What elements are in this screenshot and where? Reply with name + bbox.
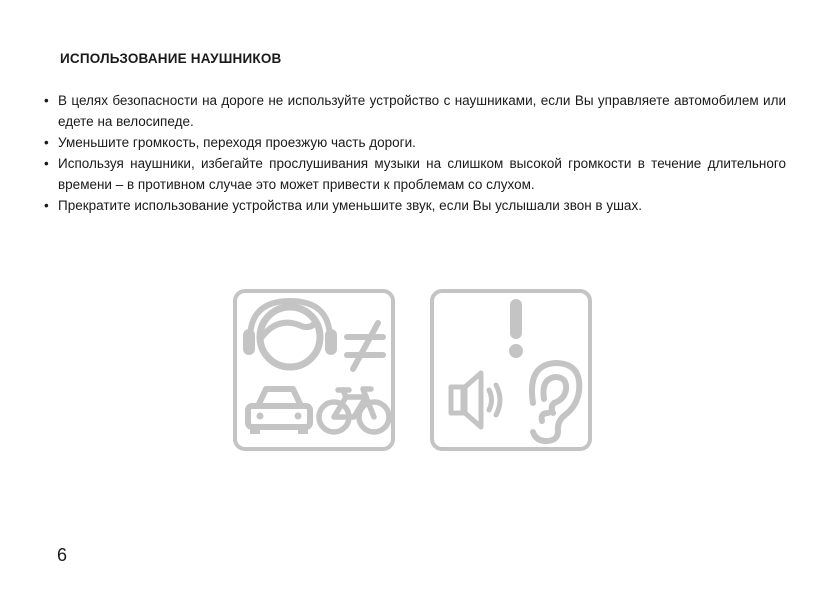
- list-item: • Используя наушники, избегайте прослушивания музыки на слишком высокой громкости в течение длительного времени – в противном случае это может привести к проблемам со слухом.: [44, 153, 786, 195]
- speaker-icon: [451, 373, 500, 427]
- headphones-person-icon: [243, 301, 337, 367]
- exclamation-icon: [509, 299, 523, 358]
- not-equal-icon: [347, 323, 383, 369]
- safety-list: [44, 90, 786, 216]
- section-heading: ИСПОЛЬЗОВАНИЕ НАУШНИКОВ: [60, 51, 282, 66]
- list-item: • Прекратите использование устройства или уменьшите звук, если Вы услышали звон в ушах.: [44, 195, 786, 216]
- no-driving-with-headphones-pictogram: [233, 289, 395, 451]
- page-number: 6: [57, 545, 68, 565]
- ear-icon: [532, 363, 579, 441]
- bicycle-icon: [319, 389, 389, 432]
- list-item: • В целях безопасности на дороге не используйте устройство с наушниками, если Вы управляете автомобилем или едете на велосипеде.: [44, 90, 786, 132]
- loud-sound-warning-pictogram: [430, 289, 592, 451]
- list-item: • Уменьшите громкость, переходя проезжую часть дороги.: [44, 132, 786, 153]
- car-icon: [248, 389, 310, 434]
